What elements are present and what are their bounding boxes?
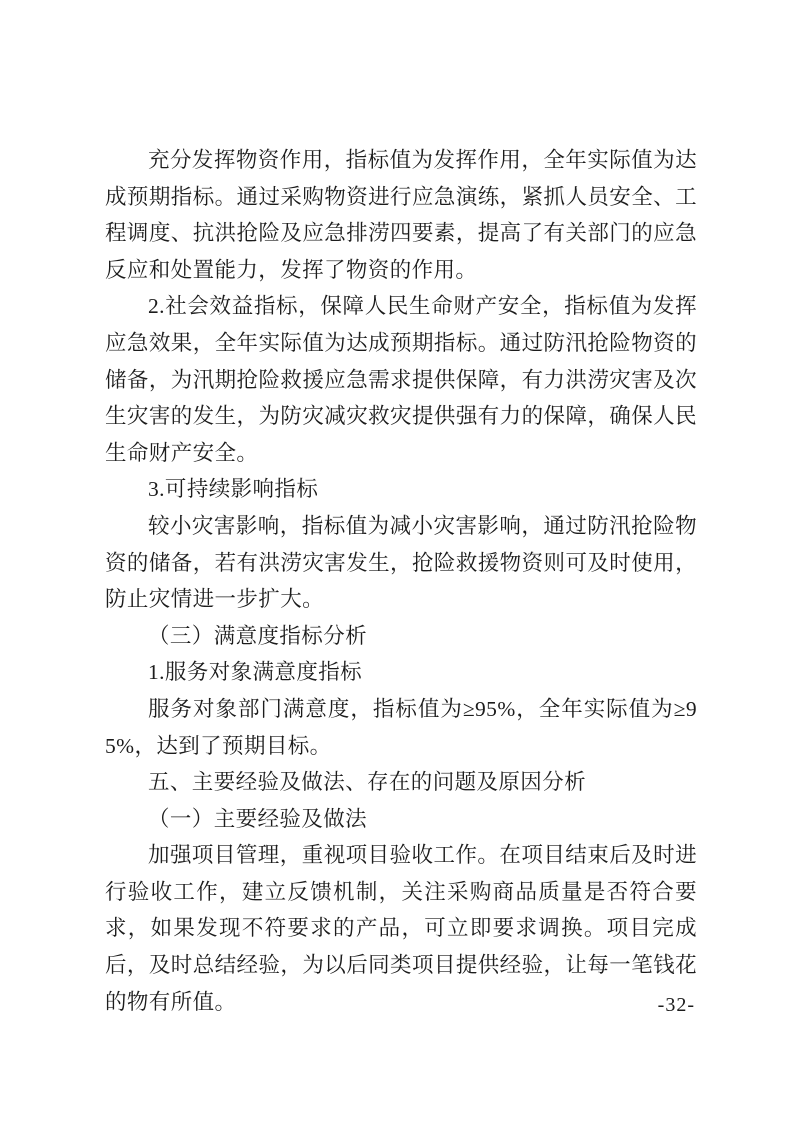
page-number: -32- <box>657 994 695 1016</box>
paragraph-service-object-satisfaction: 服务对象部门满意度，指标值为≥95%，全年实际值为≥95%，达到了预期目标。 <box>105 696 697 758</box>
heading-satisfaction-indicator-analysis: （三）满意度指标分析 <box>148 623 368 648</box>
paragraph-social-benefit-indicator: 2.社会效益指标，保障人民生命财产安全，指标值为发挥应急效果，全年实际值为达成预期指标。通过防汛抢险物资的储备，为汛期抢险救援应急需求提供保障，有力洪涝灾害及次生灾害的发生，为防灾减灾救灾提供强有力的保障，确保人民生命财产安全。 <box>105 294 697 465</box>
document-body <box>105 142 697 1020</box>
heading-sustainability-indicator: 3.可持续影响指标 <box>148 477 319 502</box>
paragraph-sustainability-indicator: 较小灾害影响，指标值为减小灾害影响，通过防汛抢险物资的储备，若有洪涝灾害发生，抢险救援物资则可及时使用，防止灾情进一步扩大。 <box>105 513 697 612</box>
heading-service-object-satisfaction: 1.服务对象满意度指标 <box>148 660 363 685</box>
paragraph-performance-indicator: 充分发挥物资作用，指标值为发挥作用，全年实际值为达成预期指标。通过采购物资进行应急演练，紧抓人员安全、工程调度、抗洪抢险及应急排涝四要素，提高了有关部门的应急反应和处置能力，发挥了物资的作用。 <box>105 148 697 282</box>
heading-main-experience-practices: （一）主要经验及做法 <box>148 806 368 831</box>
paragraph-main-experience-practices: 加强项目管理，重视项目验收工作。在项目结束后及时进行验收工作，建立反馈机制，关注采购商品质量是否符合要求，如果发现不符要求的产品，可立即要求调换。项目完成后，及时总结经验，为以后同类项目提供经验，让每一笔钱花的物有所值。 <box>105 843 697 1014</box>
heading-section-five-experience-problems: 五、主要经验及做法、存在的问题及原因分析 <box>148 770 587 795</box>
